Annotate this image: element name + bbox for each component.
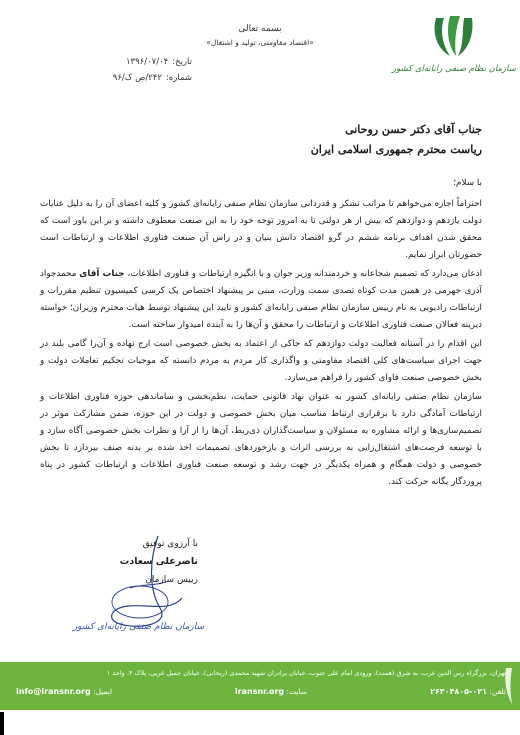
- signature-title: رییس سازمان: [145, 575, 198, 585]
- paragraph-1: احتراماً اجازه می‌خواهم تا مراتب تشکر و قدردانی سازمان نظام صنفی رایانه‌ای کشور و کلیه اعضای آن را به دلیل عنایات دولت یازدهم و دوازدهم که بیش از هر دولتی تا به امروز توجه خود را به این صنعت معطوف داشته و بر این باور است که محقق شدن اهداف برنامه ششم در گرو اقتصاد دانش بنیان و در راس آن صنعت فناوری اطلاعات و ارتباطات است حضورتان ابراز نمایم.: [40, 199, 482, 260]
- footer-contacts: [16, 687, 506, 696]
- email-label: ایمیل:: [93, 687, 113, 696]
- org-logo-icon: [428, 14, 480, 60]
- signature-closing: با آرزوی توفیق: [142, 539, 198, 549]
- slogan: «اقتصاد مقاومتی، تولید و اشتغال»: [206, 38, 314, 47]
- phone-value: ۰۲۱-۲۶۳۰۴۸۰۵: [429, 687, 487, 696]
- paragraph-2: [40, 266, 482, 334]
- bismillah: بسمه تعالی: [238, 24, 282, 34]
- greeting: با سلام؛: [453, 178, 482, 188]
- signature-name: ناصرعلی سعادت: [119, 556, 198, 567]
- footer-email: [16, 687, 112, 696]
- binding-mark: [0, 712, 4, 735]
- site-value: iransnr.org: [234, 687, 285, 696]
- paragraph-2-part-c: محمدجواد آذری جهرمی در همین مدت کوتاه تصدی سمت وزارت، مبنی بر پیشنهاد اختصاص یک کرسی کمیسیون تنظیم مقررات و ارتباطات رادیویی به نام رییس سازمان نظام صنفی رایانه‌ای کشور و تایید این پیشنهاد توسط هیات محترم وزیران؛ خواسته دیرینه فعالان صنعت فناوری اطلاعات و ارتباطات را محقق و آن‌ها را به آینده امیدوار ساخته است.: [40, 269, 482, 330]
- email-value: info@iransnr.org: [16, 687, 91, 696]
- paragraph-4: سازمان نظام صنفی رایانه‌ای کشور به عنوان نهاد قانونی حمایت، نظم‌بخشی و ساماندهی حوزه فناوری اطلاعات و ارتباطات آمادگی دارد با برقراری ارتباط مناسب میان بخش خصوصی و دولت در این حوزه، ضمن مشارکت موثر در تصمیم‌سازی‌ها و ارائه مشاوره به مسئولان و سیاست‌گذاران ذی‌ربط، آن‌ها را از آرا و نظرات بخش خصوصی آگاه سازد و با توسعه فرصت‌های اشتغال‌زایی به بررسی اثرات و بازخوردهای تصمیمات اخذ شده بر بدنه صنف بپردازد تا بخش خصوصی و دولت همگام و همراه یکدیگر در جهت رشد و توسعه صنعت فناوری اطلاعات و ارتباطات کشور در پناه پروردگار یگانه حرکت کند.: [40, 392, 482, 487]
- date-value: ۱۳۹۶/۰۷/۰۴: [125, 57, 169, 67]
- footer-bar: [0, 662, 520, 710]
- paragraph-3: این اقدام را در آستانه فعالیت دولت دوازدهم که حاکی از اعتماد به بخش خصوصی است ارج نهاده و آن‌را گامی بلند در جهت اجرای سیاست‌های کلی اقتصاد مقاومتی و واگذاری کار مردم به مردم دانسته که موجبات تحکیم تعاملات دولت و بخش خصوصی صنعت فاوای کشور را فراهم می‌سازد.: [40, 339, 482, 383]
- stamp-text: سازمان نظام صنفی رایانه‌ای کشور: [72, 622, 204, 632]
- number-label: شماره:: [165, 73, 192, 83]
- addressee: [182, 120, 482, 160]
- number-value: ۲۴۲/ص ک/۹۶: [112, 73, 162, 83]
- footer-address: تهران، بزرگراه رس الدین غرب، به شرق (همت)، ورودی امام علی جنوب، خیابان برادران شهید محمدی (ریحانی)، خیابان جمیل غربی، پلاک ۴، واحد ۱: [106, 669, 506, 677]
- addressee-line-1: جناب آقای دکتر حسن روحانی: [345, 123, 482, 136]
- addressee-line-2: ریاست محترم جمهوری اسلامی ایران: [310, 143, 482, 156]
- footer-site: [235, 687, 307, 696]
- paragraph-2-part-a: اذعان می‌دارد که تصمیم شجاعانه و خردمندانه وزیر جوان و با انگیزه ارتباطات و فناوری اطلاعات،: [124, 269, 483, 279]
- org-logo-text: سازمان نظام صنفی رایانه‌ای کشور: [392, 64, 516, 74]
- date-label: تاریخ:: [172, 57, 192, 67]
- letter-meta: [72, 54, 192, 86]
- org-logo: [392, 14, 516, 84]
- letter-body: [40, 175, 482, 493]
- signature-block: [78, 535, 198, 589]
- site-label: سایت:: [286, 687, 308, 696]
- paragraph-2-part-b: جناب آقای: [79, 269, 125, 279]
- phone-label: تلفن:: [489, 687, 506, 696]
- footer-phone: [430, 687, 506, 696]
